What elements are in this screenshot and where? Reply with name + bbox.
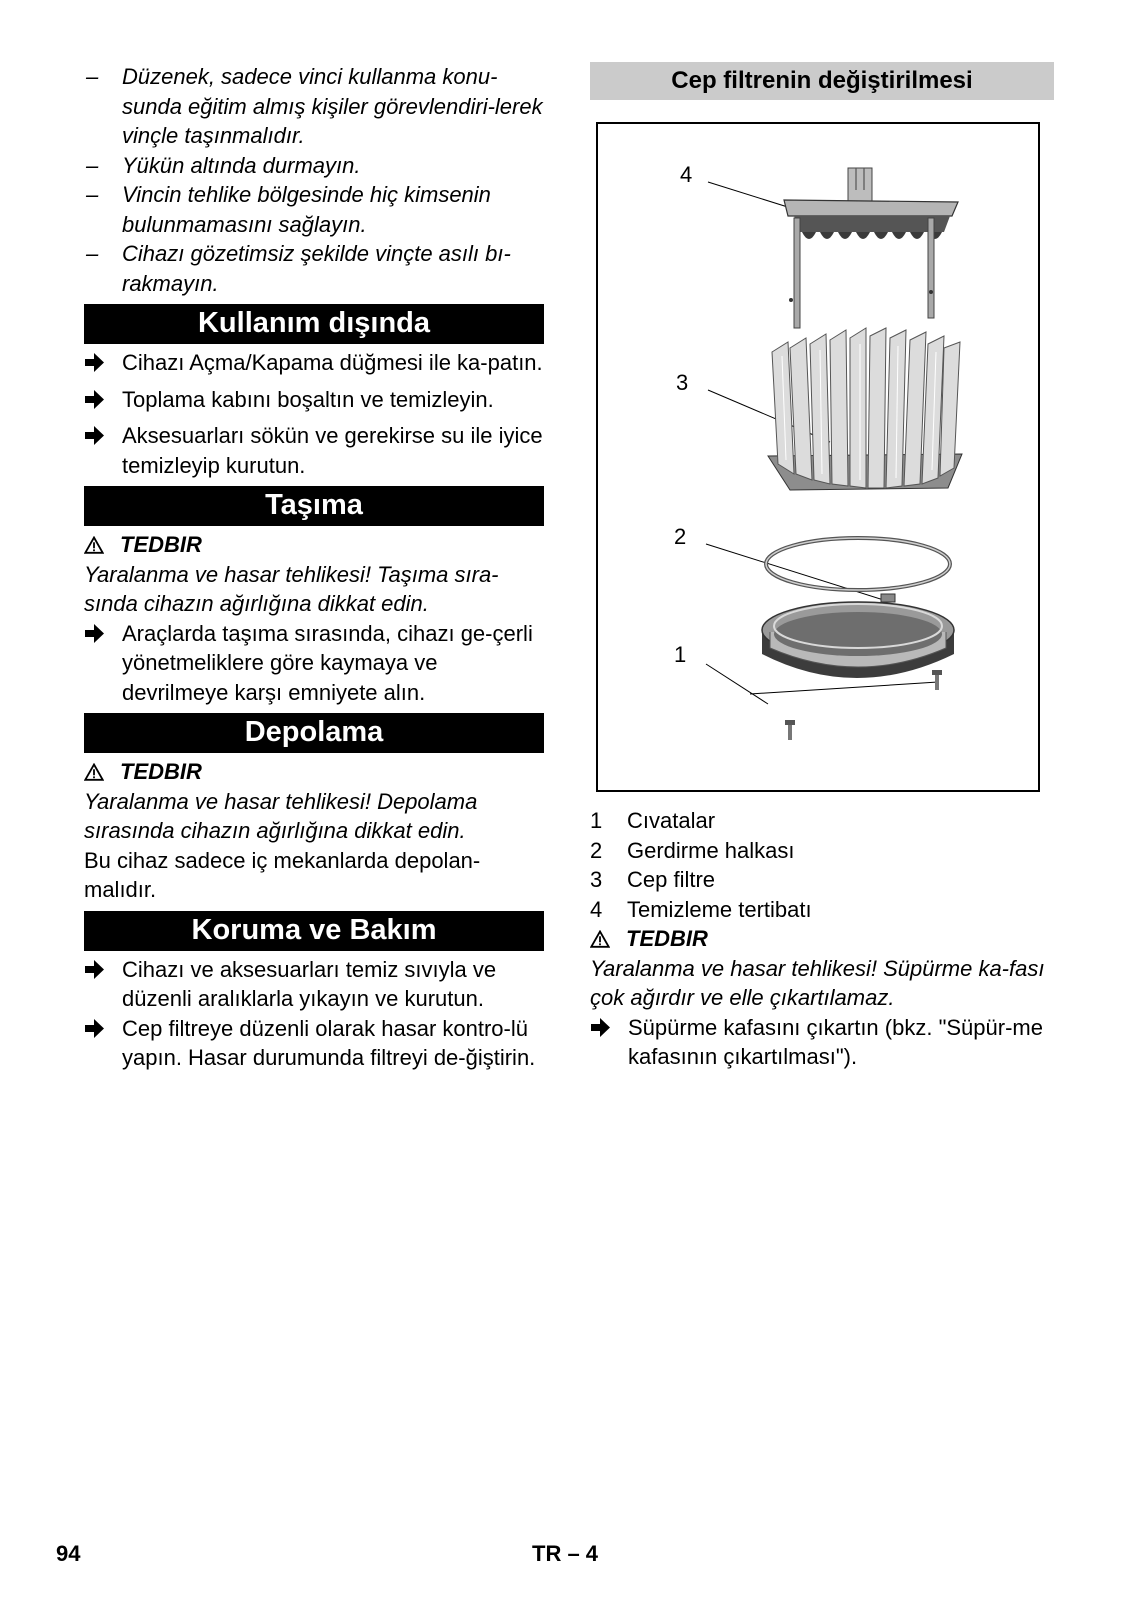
dash-text: Düzenek, sadece vinci kullanma konu-sunda eğitim almış kişiler görevlendiri-lerek vinçle taşınmalıdır. — [122, 64, 543, 148]
callout-number: 4 — [680, 162, 693, 187]
step-item — [84, 385, 544, 422]
step-text: Cihazı Açma/Kapama düğmesi ile ka-patın. — [122, 350, 543, 375]
arrow-right-icon — [590, 1013, 628, 1072]
legend-text: Cep filtre — [627, 867, 716, 892]
warning-text: Yaralanma ve hasar tehlikesi! Taşıma sıra-sında cihazın ağırlığına dikkat edin. — [84, 561, 499, 616]
legend-number: 1 — [590, 808, 603, 833]
dash-text: Cihazı gözetimsiz şekilde vinçte asılı bı-rakmayın. — [122, 241, 511, 296]
warning-label — [590, 924, 1054, 954]
legend-text: Cıvatalar — [627, 808, 716, 833]
legend-item — [590, 806, 1054, 836]
legend-item — [590, 865, 1054, 895]
dash-text: Vincin tehlike bölgesinde hiç kimsenin bulunmamasını sağlayın. — [122, 182, 491, 237]
legend-number: 3 — [590, 867, 603, 892]
warning-triangle-icon — [590, 930, 610, 948]
intro-dash-list — [84, 62, 544, 298]
warning-label-text: TEDBIR — [626, 926, 708, 951]
filter-base-part — [762, 602, 954, 740]
section-heading-kullanim: Kullanım dışında — [84, 304, 544, 344]
step-text: Cihazı ve aksesuarları temiz sıvıyla ve düzenli aralıklarla yıkayın ve kurutun. — [122, 956, 497, 1011]
warning-text: Yaralanma ve hasar tehlikesi! Depolama sırasında cihazın ağırlığına dikkat edin. — [84, 788, 478, 843]
arrow-right-icon — [84, 421, 122, 480]
warning-triangle-icon — [84, 763, 104, 781]
step-item — [84, 1014, 544, 1073]
dash-item — [84, 151, 544, 181]
dash-marker: – — [86, 152, 99, 178]
step-item — [84, 421, 544, 480]
step-item — [590, 1013, 1054, 1072]
arrow-right-icon — [84, 1014, 122, 1073]
warning-text: Yaralanma ve hasar tehlikesi! Süpürme ka-fası çok ağırdır ve elle çıkartılamaz. — [590, 955, 1045, 1010]
step-text: Araçlarda taşıma sırasında, cihazı ge-çerli yönetmeliklere göre kaymaya ve devrilmeye karşı emniyete alın. — [122, 620, 533, 705]
legend-item — [590, 895, 1054, 925]
step-text: Süpürme kafasını çıkartın (bkz. "Süpür-me kafasının çıkartılması"). — [628, 1014, 1043, 1069]
dash-item — [84, 62, 544, 151]
dash-marker: – — [86, 64, 99, 89]
left-column — [84, 62, 544, 1073]
warning-label — [84, 757, 544, 787]
warning-label — [84, 530, 544, 560]
legend-text: Gerdirme halkası — [627, 837, 795, 863]
note-text: Bu cihaz sadece iç mekanlarda depolan-malıdır. — [84, 847, 481, 902]
dash-text: Yükün altında durmayın. — [122, 152, 361, 178]
dash-marker: – — [86, 241, 99, 266]
pocket-filter-part — [768, 328, 962, 490]
warning-label-text: TEDBIR — [120, 759, 202, 784]
step-item — [84, 348, 544, 385]
section-page-label: TR – 4 — [532, 1541, 599, 1566]
legend-text: Temizleme tertibatı — [627, 896, 812, 922]
step-item — [84, 955, 544, 1014]
arrow-right-icon — [84, 619, 122, 708]
filter-parts-drawing — [598, 124, 1038, 790]
callout-number: 3 — [676, 370, 689, 395]
dash-item — [84, 239, 544, 298]
arrow-right-icon — [84, 955, 122, 1014]
dash-item — [84, 180, 544, 239]
legend-number: 4 — [590, 896, 603, 922]
section-heading-cep-filtre: Cep filtrenin değiştirilmesi — [590, 62, 1054, 100]
page-number: 94 — [56, 1541, 81, 1566]
warning-label-text: TEDBIR — [120, 532, 202, 557]
section-heading-koruma: Koruma ve Bakım — [84, 911, 544, 951]
section-heading-tasima: Taşıma — [84, 486, 544, 526]
callout-number: 1 — [674, 642, 687, 667]
cleaning-device-part — [784, 168, 958, 328]
dash-marker: – — [86, 182, 99, 207]
right-column — [590, 62, 1054, 1072]
step-text: Cep filtreye düzenli olarak hasar kontro-lü yapın. Hasar durumunda filtreyi de-ğiştirin. — [122, 1015, 536, 1070]
arrow-right-icon — [84, 385, 122, 422]
step-text: Aksesuarları sökün ve gerekirse su ile iyice temizleyip kurutun. — [122, 423, 543, 478]
section-heading-depolama: Depolama — [84, 713, 544, 753]
kullanim-steps — [84, 348, 544, 480]
legend-number: 2 — [590, 837, 603, 863]
arrow-right-icon — [84, 348, 122, 385]
filter-exploded-diagram — [596, 122, 1040, 792]
figure-legend — [590, 806, 1054, 924]
step-item — [84, 619, 544, 708]
legend-item — [590, 836, 1054, 866]
step-text: Toplama kabını boşaltın ve temizleyin. — [122, 386, 494, 412]
callout-number: 2 — [674, 524, 687, 549]
warning-triangle-icon — [84, 536, 104, 554]
koruma-steps — [84, 955, 544, 1073]
